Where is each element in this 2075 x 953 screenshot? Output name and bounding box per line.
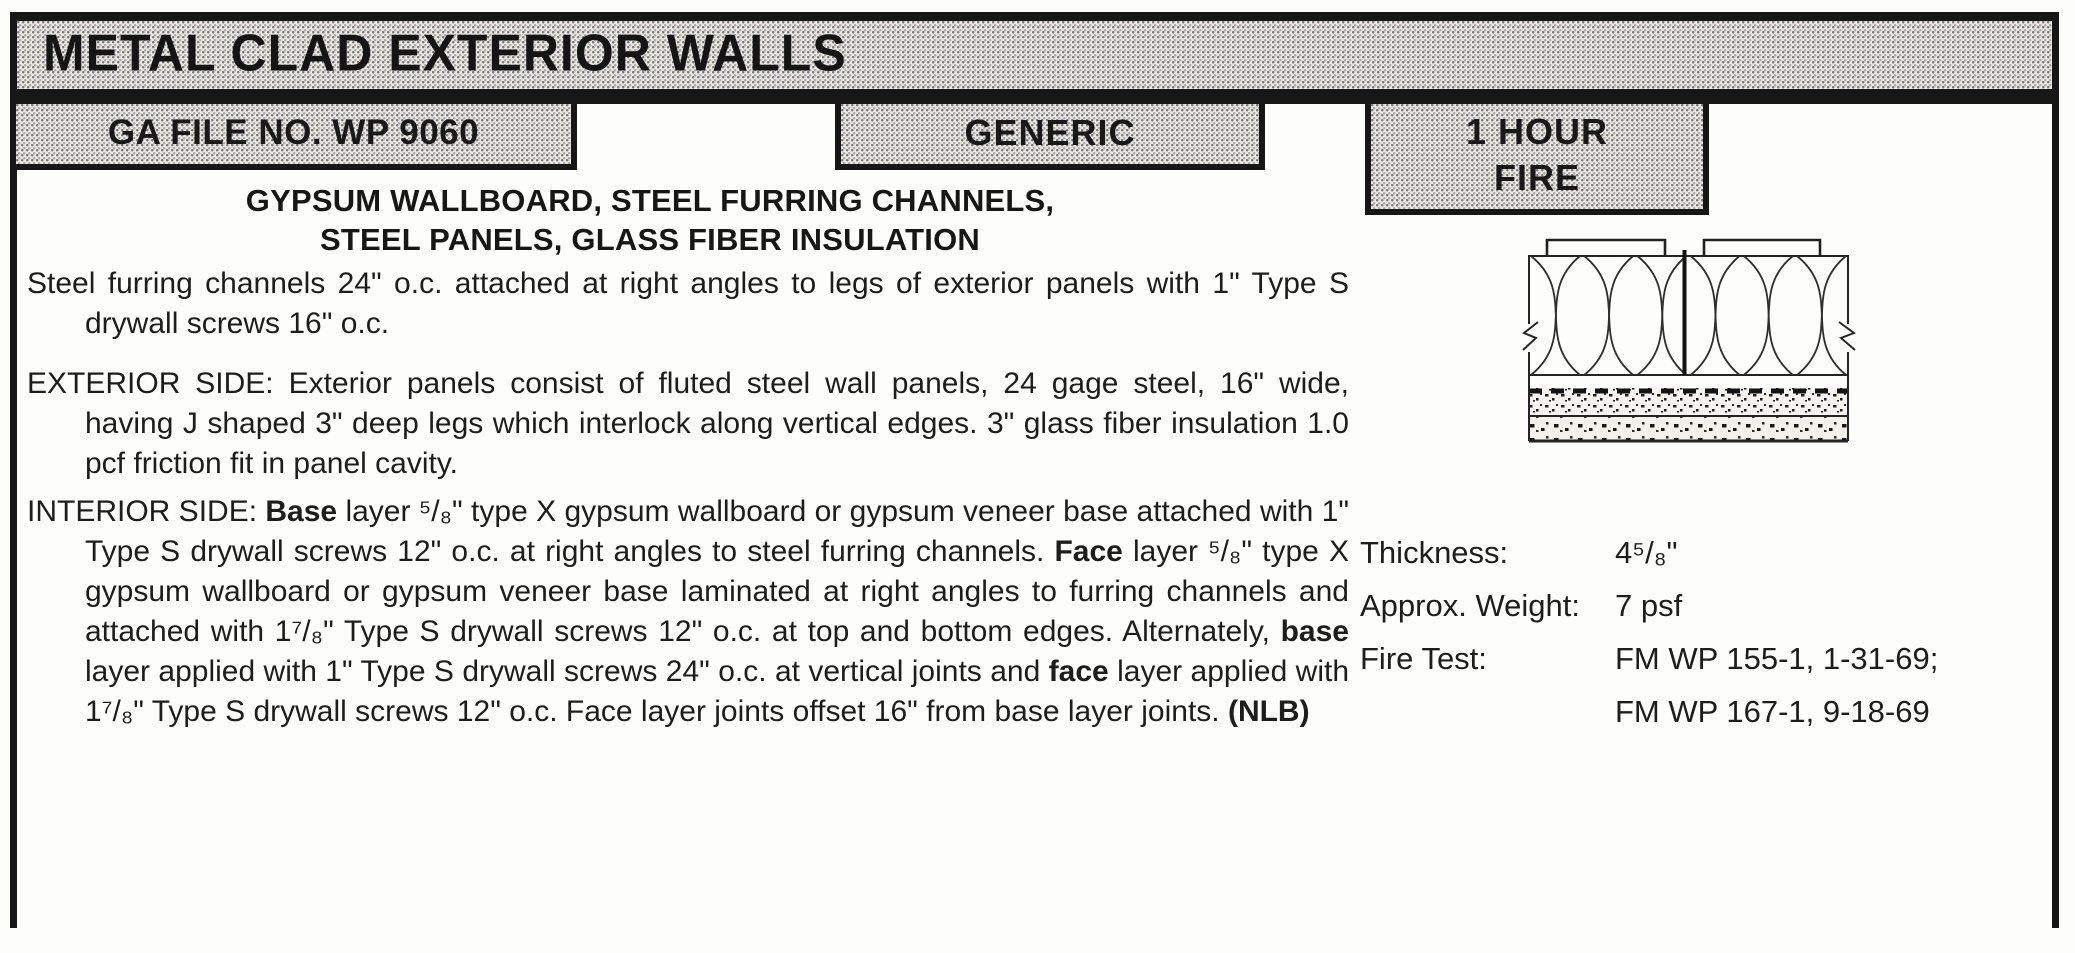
paragraph-segment: INTERIOR SIDE:: [27, 495, 266, 528]
fire-rating-hours: 1 HOUR: [1465, 111, 1609, 152]
paragraph-text: Steel furring channels 24" o.c. attached at right angles to legs of exterior panels with 1" Type S drywall screws 16" o.c.: [27, 267, 1349, 340]
insulation-band: [1529, 256, 1848, 375]
spec-label: Thickness:: [1360, 535, 1509, 570]
wall-section-diagram: [1522, 238, 1856, 444]
spec-value: 7 psf: [1615, 588, 1683, 623]
assembly-title: [60, 181, 1240, 259]
paragraph-segment-bold: Face: [1054, 535, 1123, 568]
file-number-box: [10, 104, 577, 170]
file-number-label: GA FILE NO. WP 9060: [107, 113, 480, 152]
paragraph-interior-side: [27, 492, 1349, 732]
spec-value: FM WP 167-1, 9-18-69: [1615, 694, 1930, 729]
spec-value: FM WP 155-1, 1-31-69;: [1615, 641, 1939, 676]
page-border-right: [2052, 100, 2059, 928]
paragraph-segment: layer ⁵/₈" type X gypsum wallboard or gypsum veneer base laminated at right angles to furring channels and attached with 1⁷/₈" Type S drywall screws 12" o.c. at top and bottom edges. Alternately,: [85, 535, 1350, 648]
generic-label: GENERIC: [964, 112, 1136, 153]
spec-label: Approx. Weight:: [1360, 588, 1580, 623]
steel-panel-outline-right: [1704, 240, 1820, 256]
assembly-title-line1: GYPSUM WALLBOARD, STEEL FURRING CHANNELS,: [245, 183, 1055, 218]
gypsum-face-layer: [1529, 417, 1848, 441]
fire-rating-box: [1365, 104, 1709, 215]
spec-value: 4⁵/₈": [1615, 535, 1678, 570]
spec-label: [1360, 685, 1615, 738]
fire-rating-word: FIRE: [1493, 157, 1580, 198]
spec-row-fire-test-2: [1360, 685, 1940, 738]
steel-panel-outline-left: [1547, 240, 1665, 256]
spec-label: Fire Test:: [1360, 641, 1487, 676]
spec-row-weight: [1360, 579, 1940, 632]
paragraph-segment: layer ⁵/₈" type X gypsum wallboard or gypsum veneer base attached with 1" Type S drywall screws 12" o.c. at right angles to steel furring channels.: [85, 495, 1349, 568]
paragraph-segment: layer applied with 1⁷/₈" Type S drywall screws 12" o.c. Face layer joints offset 16" from base layer joints.: [85, 655, 1350, 728]
paragraph-exterior-side: [27, 364, 1349, 484]
paragraph-furring-channels: [27, 264, 1349, 344]
section-title: METAL CLAD EXTERIOR WALLS: [43, 23, 847, 83]
paragraph-segment: layer applied with 1" Type S drywall screws 24" o.c. at vertical joints and: [85, 655, 1049, 688]
paragraph-text: EXTERIOR SIDE: Exterior panels consist of fluted steel wall panels, 24 gage steel, 16" wide, having J shaped 3" deep legs which interlock along vertical edges. 3" glass fiber insulation 1.0 pcf friction fit in panel cavity.: [27, 367, 1349, 480]
paragraph-segment-bold: (NLB): [1227, 695, 1310, 728]
generic-box: [835, 104, 1265, 170]
specs-table: [1360, 526, 1940, 738]
paragraph-segment-bold: Base: [265, 495, 338, 528]
page-border-left: [10, 100, 17, 928]
spec-row-fire-test: [1360, 632, 1940, 685]
spec-row-thickness: [1360, 526, 1940, 579]
assembly-title-line2: STEEL PANELS, GLASS FIBER INSULATION: [320, 222, 980, 257]
paragraph-segment-bold: face: [1048, 655, 1109, 688]
section-banner: [10, 12, 2059, 104]
paragraph-segment-bold: base: [1280, 615, 1349, 648]
